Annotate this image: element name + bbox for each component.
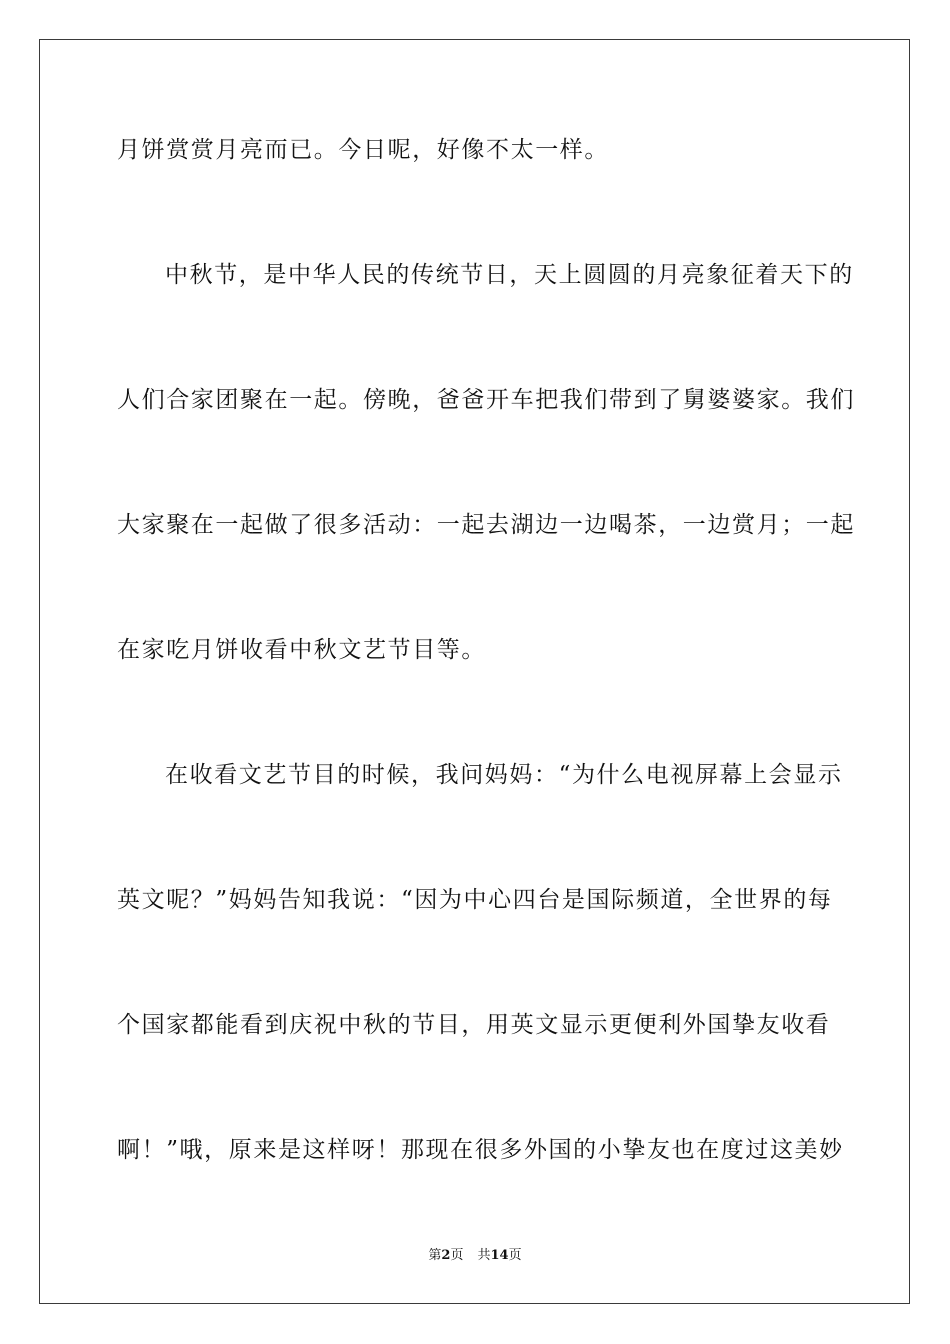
text-line-7: 英文呢？”妈妈告知我说：“因为中心四台是国际频道，全世界的每 [117,887,833,913]
total-suffix: 页 [508,1248,522,1263]
text-line-1: 月饼赏赏月亮而已。今日呢，好像不太一样。 [117,137,609,163]
text-line-6: 在收看文艺节目的时候，我问妈妈：“为什么电视屏幕上会显示 [165,762,843,788]
page-footer [0,1247,950,1265]
text-line-8: 个国家都能看到庆祝中秋的节目，用英文显示更便利外国挚友收看 [117,1012,831,1038]
page-prefix: 第 [428,1248,442,1263]
page-number: 2 [441,1248,451,1263]
text-line-5: 在家吃月饼收看中秋文艺节目等。 [117,637,486,663]
total-prefix: 共 [477,1248,491,1263]
text-line-4: 大家聚在一起做了很多活动：一起去湖边一边喝茶，一边赏月；一起 [117,512,855,538]
text-line-3: 人们合家团聚在一起。傍晚，爸爸开车把我们带到了舅婆婆家。我们 [117,387,855,413]
page-frame [39,39,910,1304]
total-pages: 14 [490,1248,509,1263]
page-suffix: 页 [450,1248,464,1263]
text-line-2: 中秋节，是中华人民的传统节日，天上圆圆的月亮象征着天下的 [165,262,854,288]
text-line-9: 啊！”哦，原来是这样呀！那现在很多外国的小挚友也在度过这美妙 [117,1137,844,1163]
